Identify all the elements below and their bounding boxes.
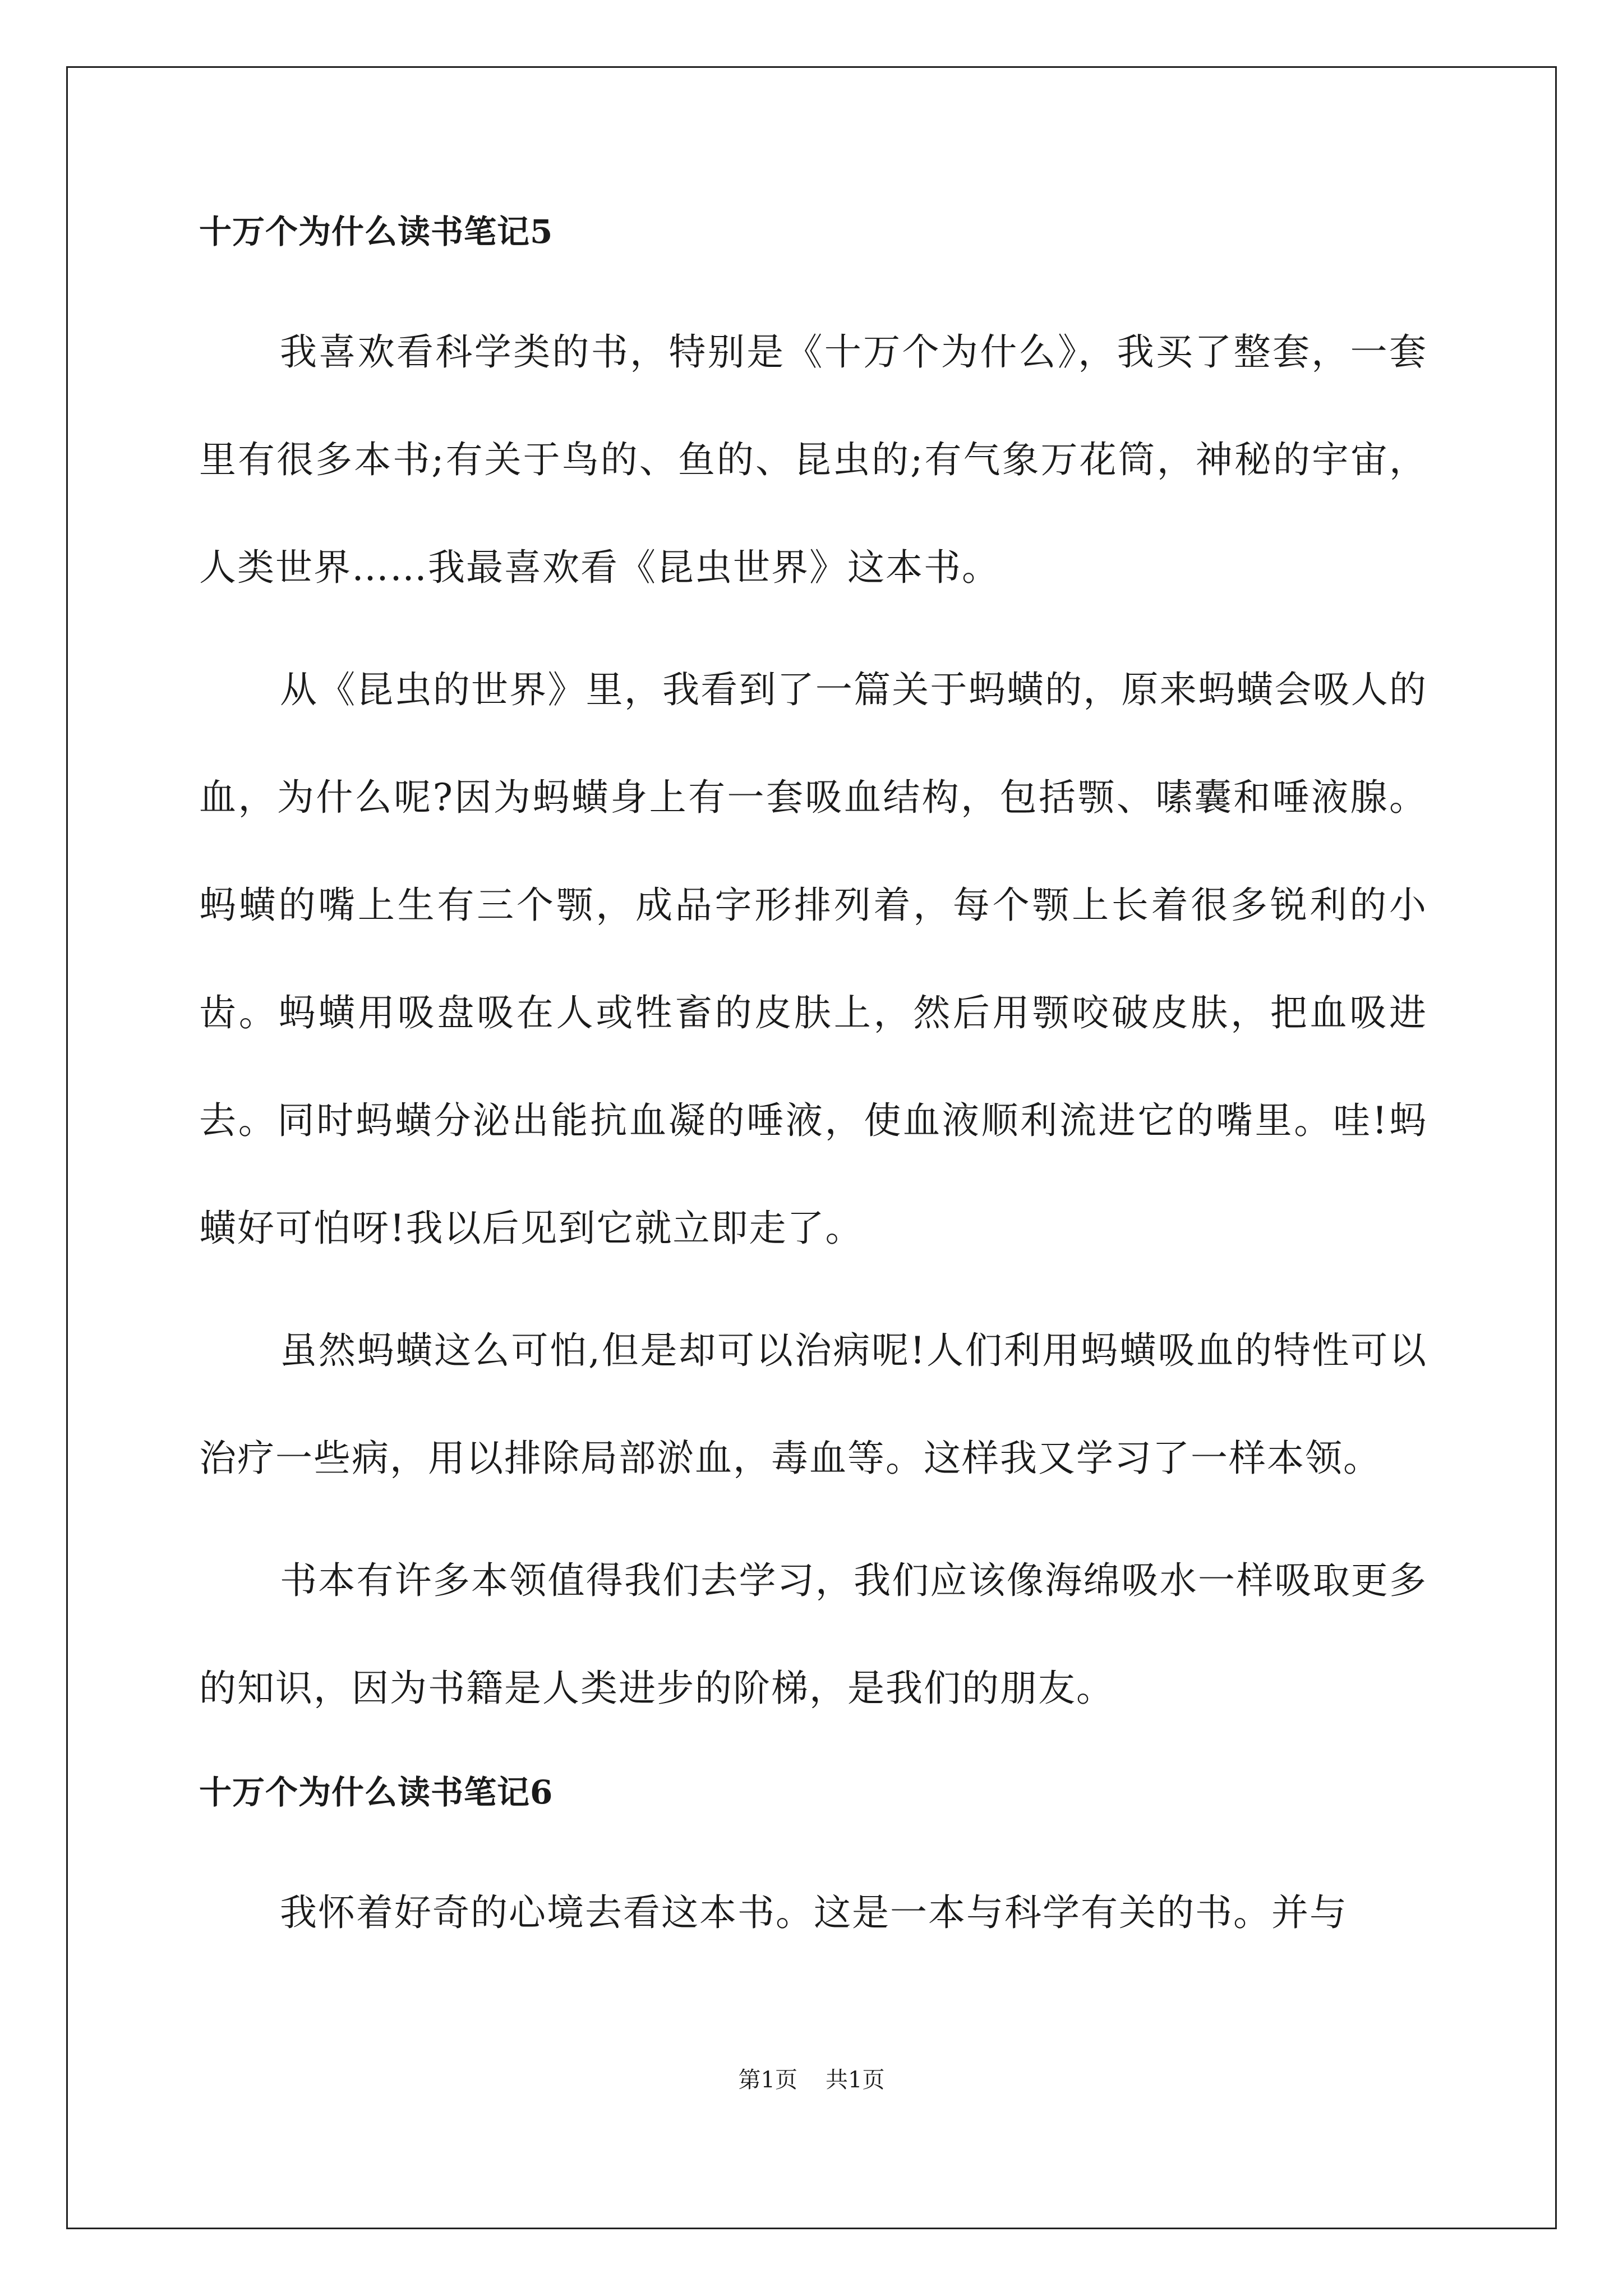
paragraph: 书本有许多本领值得我们去学习，我们应该像海绵吸水一样吸取更多的知识，因为书籍是人类进步的阶梯，是我们的朋友。 [199,1559,1427,1710]
page-total: 共1页 [826,2067,885,2093]
section-heading-6: 十万个为什么读书笔记6 [199,1773,554,1811]
section-heading-5: 十万个为什么读书笔记5 [199,213,554,251]
paragraph: 我怀着好奇的心境去看这本书。这是一本与科学有关的书。并与 [280,1891,1348,1934]
paragraph: 我喜欢看科学类的书，特别是《十万个为什么》，我买了整套，一套里有很多本书;有关于鸟的、鱼的、昆虫的;有气象万花筒，神秘的宇宙，人类世界……我最喜欢看《昆虫世界》这本书。 [199,330,1427,589]
paragraph: 从《昆虫的世界》里，我看到了一篇关于蚂蟥的，原来蚂蟥会吸人的血，为什么呢?因为蚂蟥身上有一套吸血结构，包括颚、嗉囊和唾液腺。蚂蟥的嘴上生有三个颚，成品字形排列着，每个颚上长着很多锐利的小齿。蚂蟥用吸盘吸在人或牲畜的皮肤上，然后用颚咬破皮肤，把血吸进去。同时蚂蟥分泌出能抗血凝的唾液，使血液顺利流进它的嘴里。哇!蚂蟥好可怕呀!我以后见到它就立即走了。 [199,668,1427,1250]
paragraph: 虽然蚂蟥这么可怕,但是却可以治病呢!人们利用蚂蟥吸血的特性可以治疗一些病，用以排除局部淤血，毒血等。这样我又学习了一样本领。 [199,1329,1427,1480]
page-number: 第1页 [738,2067,797,2093]
page-footer [0,2069,1623,2091]
document-body [199,215,1427,1967]
